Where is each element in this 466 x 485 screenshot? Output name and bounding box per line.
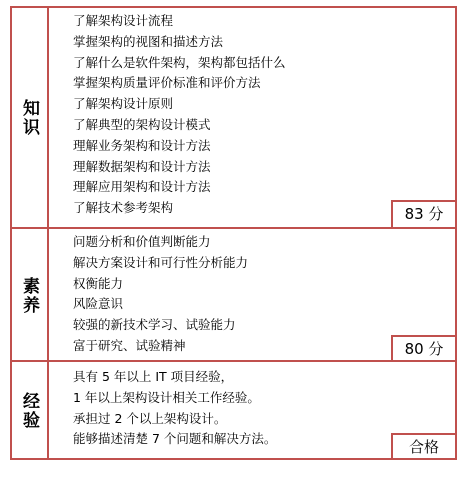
list-item: 1 年以上架构设计相关工作经验。 — [73, 389, 260, 405]
list-item: 风险意识 — [73, 296, 124, 312]
score-cell: 80 分 — [391, 335, 455, 362]
category-label: 经验 — [19, 392, 39, 430]
list-item: 了解架构设计流程 — [73, 13, 174, 28]
section-knowledge — [12, 8, 455, 227]
list-item: 了解架构设计原则 — [73, 96, 174, 112]
category-cell — [12, 229, 49, 362]
item-list — [73, 11, 385, 219]
list-item: 理解数据架构和设计方法 — [73, 158, 211, 174]
score-cell: 83 分 — [391, 200, 455, 227]
category-cell — [12, 362, 49, 460]
list-item: 掌握架构质量评价标准和评价方法 — [73, 75, 261, 91]
list-item: 具有 5 年以上 IT 项目经验， — [73, 369, 234, 384]
list-item: 解决方案设计和可行性分析能力 — [73, 254, 249, 270]
category-label: 素养 — [19, 276, 39, 315]
list-item: 了解什么是软件架构，架构都包括什么 — [73, 54, 286, 70]
category-cell — [12, 8, 49, 227]
list-item: 能够描述清楚 7 个问题和解决方法。 — [73, 431, 277, 447]
list-item: 承担过 2 个以上架构设计。 — [73, 410, 227, 426]
category-label: 知识 — [19, 98, 39, 137]
list-item: 权衡能力 — [73, 275, 124, 291]
list-item: 问题分析和价值判断能力 — [73, 234, 211, 249]
list-item: 了解典型的架构设计模式 — [73, 116, 211, 132]
score-cell: 合格 — [391, 433, 455, 460]
list-item: 富于研究、试验精神 — [73, 337, 186, 353]
section-experience — [12, 360, 455, 460]
section-competence — [12, 227, 455, 362]
list-item: 掌握架构的视图和描述方法 — [73, 33, 224, 49]
competency-table — [10, 6, 457, 460]
list-item: 理解业务架构和设计方法 — [73, 137, 211, 153]
list-item: 较强的新技术学习、试验能力 — [73, 317, 236, 333]
list-item: 理解应用架构和设计方法 — [73, 179, 211, 195]
item-list — [73, 367, 385, 450]
list-item: 了解技术参考架构 — [73, 200, 174, 216]
item-list — [73, 232, 385, 357]
